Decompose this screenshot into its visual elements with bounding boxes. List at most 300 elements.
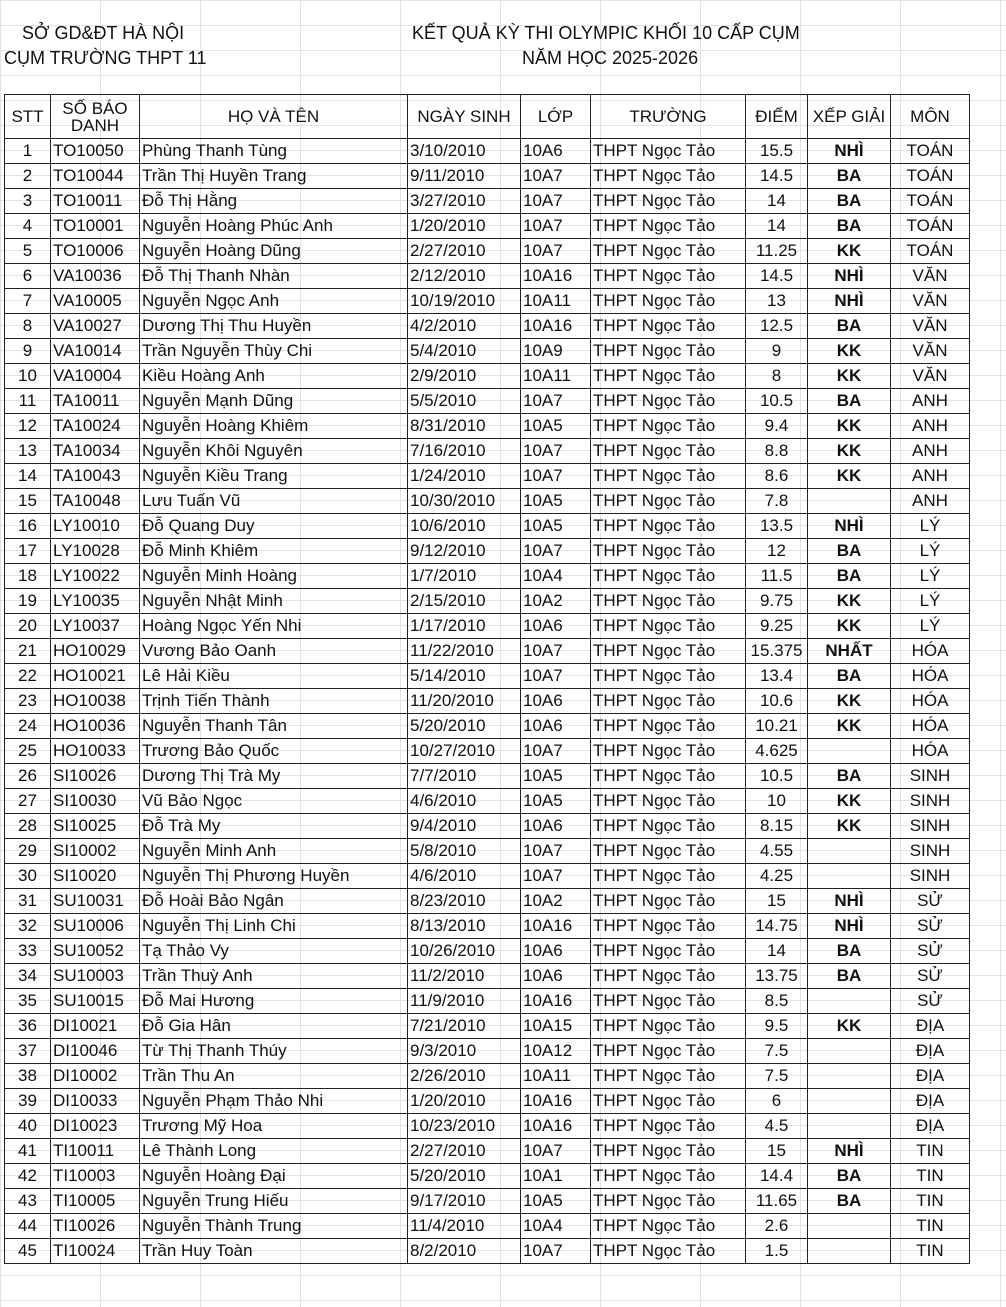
- cell-school[interactable]: THPT Ngọc Tảo: [591, 489, 746, 514]
- cell-sbd[interactable]: TO10001: [51, 214, 140, 239]
- cell-lop[interactable]: 10A6: [521, 689, 591, 714]
- cell-lop[interactable]: 10A7: [521, 1239, 591, 1264]
- cell-award[interactable]: NHÌ: [808, 289, 891, 314]
- cell-sbd[interactable]: TA10034: [51, 439, 140, 464]
- cell-sbd[interactable]: TI10026: [51, 1214, 140, 1239]
- cell-score[interactable]: 12.5: [746, 314, 808, 339]
- cell-lop[interactable]: 10A12: [521, 1039, 591, 1064]
- cell-sbd[interactable]: LY10010: [51, 514, 140, 539]
- cell-name[interactable]: Nguyễn Thành Trung: [140, 1214, 408, 1239]
- cell-subj[interactable]: TOÁN: [891, 139, 970, 164]
- cell-lop[interactable]: 10A16: [521, 989, 591, 1014]
- cell-sbd[interactable]: SI10025: [51, 814, 140, 839]
- cell-dob[interactable]: 4/2/2010: [408, 314, 521, 339]
- cell-dob[interactable]: 4/6/2010: [408, 864, 521, 889]
- cell-subj[interactable]: SINH: [891, 864, 970, 889]
- cell-dob[interactable]: 10/27/2010: [408, 739, 521, 764]
- cell-lop[interactable]: 10A7: [521, 439, 591, 464]
- cell-lop[interactable]: 10A7: [521, 839, 591, 864]
- cell-school[interactable]: THPT Ngọc Tảo: [591, 1114, 746, 1139]
- cell-sbd[interactable]: TA10024: [51, 414, 140, 439]
- cell-subj[interactable]: SINH: [891, 814, 970, 839]
- cell-dob[interactable]: 5/5/2010: [408, 389, 521, 414]
- cell-score[interactable]: 13.75: [746, 964, 808, 989]
- cell-award[interactable]: BA: [808, 764, 891, 789]
- cell-name[interactable]: Hoàng Ngọc Yến Nhi: [140, 614, 408, 639]
- cell-name[interactable]: Đỗ Trà My: [140, 814, 408, 839]
- cell-school[interactable]: THPT Ngọc Tảo: [591, 189, 746, 214]
- cell-stt[interactable]: 11: [5, 389, 51, 414]
- cell-subj[interactable]: TIN: [891, 1164, 970, 1189]
- cell-award[interactable]: [808, 489, 891, 514]
- cell-lop[interactable]: 10A16: [521, 1089, 591, 1114]
- cell-school[interactable]: THPT Ngọc Tảo: [591, 464, 746, 489]
- cell-subj[interactable]: LÝ: [891, 539, 970, 564]
- cell-dob[interactable]: 1/20/2010: [408, 214, 521, 239]
- cell-award[interactable]: KK: [808, 364, 891, 389]
- cell-name[interactable]: Tạ Thảo Vy: [140, 939, 408, 964]
- cell-lop[interactable]: 10A7: [521, 539, 591, 564]
- cell-score[interactable]: 15: [746, 1139, 808, 1164]
- cell-lop[interactable]: 10A5: [521, 514, 591, 539]
- cell-dob[interactable]: 8/2/2010: [408, 1239, 521, 1264]
- cell-school[interactable]: THPT Ngọc Tảo: [591, 889, 746, 914]
- cell-school[interactable]: THPT Ngọc Tảo: [591, 914, 746, 939]
- cell-dob[interactable]: 2/26/2010: [408, 1064, 521, 1089]
- cell-subj[interactable]: SỬ: [891, 939, 970, 964]
- cell-stt[interactable]: 28: [5, 814, 51, 839]
- cell-name[interactable]: Lê Hải Kiều: [140, 664, 408, 689]
- cell-school[interactable]: THPT Ngọc Tảo: [591, 1164, 746, 1189]
- cell-dob[interactable]: 2/12/2010: [408, 264, 521, 289]
- cell-award[interactable]: NHÌ: [808, 264, 891, 289]
- cell-score[interactable]: 10.6: [746, 689, 808, 714]
- cell-sbd[interactable]: TI10003: [51, 1164, 140, 1189]
- cell-dob[interactable]: 8/23/2010: [408, 889, 521, 914]
- cell-score[interactable]: 9.75: [746, 589, 808, 614]
- col-header-score[interactable]: ĐIỂM: [746, 95, 808, 139]
- cell-award[interactable]: NHÌ: [808, 139, 891, 164]
- cell-school[interactable]: THPT Ngọc Tảo: [591, 539, 746, 564]
- cell-school[interactable]: THPT Ngọc Tảo: [591, 939, 746, 964]
- cell-name[interactable]: Nguyễn Minh Hoàng: [140, 564, 408, 589]
- cell-dob[interactable]: 10/26/2010: [408, 939, 521, 964]
- cell-sbd[interactable]: DI10002: [51, 1064, 140, 1089]
- cell-subj[interactable]: ĐỊA: [891, 1114, 970, 1139]
- cell-subj[interactable]: TIN: [891, 1214, 970, 1239]
- cell-stt[interactable]: 44: [5, 1214, 51, 1239]
- cell-school[interactable]: THPT Ngọc Tảo: [591, 1214, 746, 1239]
- cell-subj[interactable]: ĐỊA: [891, 1089, 970, 1114]
- cell-subj[interactable]: LÝ: [891, 514, 970, 539]
- cell-award[interactable]: [808, 1239, 891, 1264]
- cell-award[interactable]: BA: [808, 564, 891, 589]
- cell-dob[interactable]: 1/17/2010: [408, 614, 521, 639]
- cell-school[interactable]: THPT Ngọc Tảo: [591, 1139, 746, 1164]
- cell-dob[interactable]: 5/20/2010: [408, 714, 521, 739]
- cell-award[interactable]: [808, 739, 891, 764]
- cell-lop[interactable]: 10A11: [521, 1064, 591, 1089]
- cell-lop[interactable]: 10A5: [521, 764, 591, 789]
- cell-award[interactable]: NHÌ: [808, 1139, 891, 1164]
- cell-name[interactable]: Nguyễn Hoàng Khiêm: [140, 414, 408, 439]
- cell-subj[interactable]: TOÁN: [891, 214, 970, 239]
- cell-award[interactable]: KK: [808, 689, 891, 714]
- cell-subj[interactable]: SINH: [891, 839, 970, 864]
- cell-stt[interactable]: 27: [5, 789, 51, 814]
- cell-lop[interactable]: 10A1: [521, 1164, 591, 1189]
- cell-sbd[interactable]: TO10011: [51, 189, 140, 214]
- cell-name[interactable]: Trần Thu An: [140, 1064, 408, 1089]
- cell-lop[interactable]: 10A11: [521, 364, 591, 389]
- cell-award[interactable]: BA: [808, 1189, 891, 1214]
- cell-dob[interactable]: 3/10/2010: [408, 139, 521, 164]
- cell-score[interactable]: 2.6: [746, 1214, 808, 1239]
- cell-subj[interactable]: HÓA: [891, 639, 970, 664]
- cell-lop[interactable]: 10A6: [521, 939, 591, 964]
- cell-lop[interactable]: 10A6: [521, 964, 591, 989]
- cell-subj[interactable]: HÓA: [891, 689, 970, 714]
- cell-subj[interactable]: LÝ: [891, 614, 970, 639]
- cell-dob[interactable]: 11/4/2010: [408, 1214, 521, 1239]
- cell-sbd[interactable]: TA10048: [51, 489, 140, 514]
- cell-lop[interactable]: 10A16: [521, 264, 591, 289]
- cell-dob[interactable]: 9/17/2010: [408, 1189, 521, 1214]
- cell-sbd[interactable]: HO10029: [51, 639, 140, 664]
- cell-name[interactable]: Nguyễn Kiều Trang: [140, 464, 408, 489]
- cell-award[interactable]: [808, 864, 891, 889]
- cell-sbd[interactable]: SI10002: [51, 839, 140, 864]
- cell-subj[interactable]: VĂN: [891, 289, 970, 314]
- cell-lop[interactable]: 10A4: [521, 564, 591, 589]
- cell-award[interactable]: KK: [808, 589, 891, 614]
- cell-school[interactable]: THPT Ngọc Tảo: [591, 339, 746, 364]
- cell-school[interactable]: THPT Ngọc Tảo: [591, 1189, 746, 1214]
- cell-subj[interactable]: ĐỊA: [891, 1039, 970, 1064]
- cell-score[interactable]: 9.25: [746, 614, 808, 639]
- col-header-dob[interactable]: NGÀY SINH: [408, 95, 521, 139]
- cell-subj[interactable]: SINH: [891, 789, 970, 814]
- cell-stt[interactable]: 42: [5, 1164, 51, 1189]
- cell-score[interactable]: 10.5: [746, 764, 808, 789]
- cell-score[interactable]: 4.5: [746, 1114, 808, 1139]
- cell-sbd[interactable]: SU10006: [51, 914, 140, 939]
- cell-subj[interactable]: VĂN: [891, 264, 970, 289]
- cell-subj[interactable]: ĐỊA: [891, 1014, 970, 1039]
- cell-sbd[interactable]: TI10011: [51, 1139, 140, 1164]
- cell-school[interactable]: THPT Ngọc Tảo: [591, 1089, 746, 1114]
- cell-dob[interactable]: 11/9/2010: [408, 989, 521, 1014]
- cell-score[interactable]: 15.5: [746, 139, 808, 164]
- cell-sbd[interactable]: VA10005: [51, 289, 140, 314]
- cell-award[interactable]: KK: [808, 464, 891, 489]
- cell-sbd[interactable]: TA10043: [51, 464, 140, 489]
- cell-name[interactable]: Đỗ Hoài Bảo Ngân: [140, 889, 408, 914]
- cell-stt[interactable]: 29: [5, 839, 51, 864]
- cell-sbd[interactable]: TI10005: [51, 1189, 140, 1214]
- cell-stt[interactable]: 15: [5, 489, 51, 514]
- cell-stt[interactable]: 19: [5, 589, 51, 614]
- cell-sbd[interactable]: SU10052: [51, 939, 140, 964]
- cell-school[interactable]: THPT Ngọc Tảo: [591, 989, 746, 1014]
- cell-score[interactable]: 12: [746, 539, 808, 564]
- cell-score[interactable]: 13.5: [746, 514, 808, 539]
- cell-subj[interactable]: ANH: [891, 439, 970, 464]
- cell-stt[interactable]: 3: [5, 189, 51, 214]
- cell-sbd[interactable]: VA10036: [51, 264, 140, 289]
- cell-name[interactable]: Trần Thị Huyền Trang: [140, 164, 408, 189]
- cell-score[interactable]: 4.25: [746, 864, 808, 889]
- cell-lop[interactable]: 10A7: [521, 664, 591, 689]
- cell-lop[interactable]: 10A7: [521, 239, 591, 264]
- cell-lop[interactable]: 10A7: [521, 639, 591, 664]
- cell-score[interactable]: 15: [746, 889, 808, 914]
- cell-stt[interactable]: 36: [5, 1014, 51, 1039]
- cell-stt[interactable]: 23: [5, 689, 51, 714]
- cell-dob[interactable]: 9/11/2010: [408, 164, 521, 189]
- cell-dob[interactable]: 11/22/2010: [408, 639, 521, 664]
- cell-award[interactable]: [808, 1039, 891, 1064]
- cell-dob[interactable]: 11/20/2010: [408, 689, 521, 714]
- cell-sbd[interactable]: TI10024: [51, 1239, 140, 1264]
- cell-name[interactable]: Từ Thị Thanh Thúy: [140, 1039, 408, 1064]
- cell-school[interactable]: THPT Ngọc Tảo: [591, 1239, 746, 1264]
- cell-sbd[interactable]: SU10003: [51, 964, 140, 989]
- cell-sbd[interactable]: LY10035: [51, 589, 140, 614]
- cell-award[interactable]: NHÌ: [808, 514, 891, 539]
- cell-stt[interactable]: 41: [5, 1139, 51, 1164]
- cell-award[interactable]: NHẤT: [808, 639, 891, 664]
- cell-score[interactable]: 13.4: [746, 664, 808, 689]
- cell-stt[interactable]: 2: [5, 164, 51, 189]
- cell-name[interactable]: Vương Bảo Oanh: [140, 639, 408, 664]
- col-header-stt[interactable]: STT: [5, 95, 51, 139]
- cell-sbd[interactable]: VA10027: [51, 314, 140, 339]
- cell-lop[interactable]: 10A7: [521, 464, 591, 489]
- cell-award[interactable]: [808, 1089, 891, 1114]
- cell-subj[interactable]: TIN: [891, 1189, 970, 1214]
- cell-stt[interactable]: 38: [5, 1064, 51, 1089]
- cell-subj[interactable]: HÓA: [891, 739, 970, 764]
- col-header-class[interactable]: LỚP: [521, 95, 591, 139]
- cell-lop[interactable]: 10A2: [521, 889, 591, 914]
- cell-school[interactable]: THPT Ngọc Tảo: [591, 264, 746, 289]
- cell-sbd[interactable]: VA10014: [51, 339, 140, 364]
- cell-lop[interactable]: 10A15: [521, 1014, 591, 1039]
- cell-sbd[interactable]: TO10006: [51, 239, 140, 264]
- cell-name[interactable]: Đỗ Gia Hân: [140, 1014, 408, 1039]
- cell-stt[interactable]: 14: [5, 464, 51, 489]
- cell-school[interactable]: THPT Ngọc Tảo: [591, 639, 746, 664]
- cell-sbd[interactable]: SI10026: [51, 764, 140, 789]
- cell-lop[interactable]: 10A16: [521, 1114, 591, 1139]
- cell-dob[interactable]: 10/23/2010: [408, 1114, 521, 1139]
- cell-award[interactable]: NHÌ: [808, 889, 891, 914]
- cell-score[interactable]: 8.6: [746, 464, 808, 489]
- cell-school[interactable]: THPT Ngọc Tảo: [591, 1039, 746, 1064]
- cell-subj[interactable]: LÝ: [891, 564, 970, 589]
- cell-score[interactable]: 8.15: [746, 814, 808, 839]
- cell-school[interactable]: THPT Ngọc Tảo: [591, 714, 746, 739]
- cell-stt[interactable]: 34: [5, 964, 51, 989]
- cell-score[interactable]: 15.375: [746, 639, 808, 664]
- cell-dob[interactable]: 4/6/2010: [408, 789, 521, 814]
- cell-sbd[interactable]: SI10030: [51, 789, 140, 814]
- cell-school[interactable]: THPT Ngọc Tảo: [591, 964, 746, 989]
- cell-subj[interactable]: VĂN: [891, 364, 970, 389]
- cell-award[interactable]: BA: [808, 164, 891, 189]
- cell-score[interactable]: 8.8: [746, 439, 808, 464]
- cell-lop[interactable]: 10A7: [521, 1139, 591, 1164]
- cell-name[interactable]: Nguyễn Khôi Nguyên: [140, 439, 408, 464]
- cell-dob[interactable]: 10/19/2010: [408, 289, 521, 314]
- cell-dob[interactable]: 9/3/2010: [408, 1039, 521, 1064]
- cell-sbd[interactable]: HO10038: [51, 689, 140, 714]
- cell-school[interactable]: THPT Ngọc Tảo: [591, 814, 746, 839]
- cell-sbd[interactable]: DI10046: [51, 1039, 140, 1064]
- cell-dob[interactable]: 3/27/2010: [408, 189, 521, 214]
- cell-award[interactable]: BA: [808, 214, 891, 239]
- cell-dob[interactable]: 5/8/2010: [408, 839, 521, 864]
- cell-lop[interactable]: 10A7: [521, 164, 591, 189]
- cell-stt[interactable]: 21: [5, 639, 51, 664]
- cell-dob[interactable]: 9/4/2010: [408, 814, 521, 839]
- cell-subj[interactable]: TOÁN: [891, 239, 970, 264]
- cell-award[interactable]: [808, 839, 891, 864]
- cell-name[interactable]: Trương Mỹ Hoa: [140, 1114, 408, 1139]
- cell-name[interactable]: Trương Bảo Quốc: [140, 739, 408, 764]
- cell-name[interactable]: Lưu Tuấn Vũ: [140, 489, 408, 514]
- col-header-school[interactable]: TRƯỜNG: [591, 95, 746, 139]
- cell-stt[interactable]: 13: [5, 439, 51, 464]
- cell-name[interactable]: Nguyễn Mạnh Dũng: [140, 389, 408, 414]
- cell-subj[interactable]: TIN: [891, 1239, 970, 1264]
- cell-stt[interactable]: 22: [5, 664, 51, 689]
- cell-lop[interactable]: 10A7: [521, 739, 591, 764]
- cell-lop[interactable]: 10A4: [521, 1214, 591, 1239]
- cell-lop[interactable]: 10A7: [521, 389, 591, 414]
- cell-school[interactable]: THPT Ngọc Tảo: [591, 664, 746, 689]
- cell-school[interactable]: THPT Ngọc Tảo: [591, 364, 746, 389]
- cell-name[interactable]: Đỗ Minh Khiêm: [140, 539, 408, 564]
- cell-name[interactable]: Trịnh Tiến Thành: [140, 689, 408, 714]
- cell-score[interactable]: 7.5: [746, 1039, 808, 1064]
- cell-school[interactable]: THPT Ngọc Tảo: [591, 614, 746, 639]
- cell-stt[interactable]: 32: [5, 914, 51, 939]
- cell-score[interactable]: 7.8: [746, 489, 808, 514]
- cell-award[interactable]: KK: [808, 714, 891, 739]
- cell-stt[interactable]: 18: [5, 564, 51, 589]
- cell-subj[interactable]: SỬ: [891, 989, 970, 1014]
- cell-stt[interactable]: 31: [5, 889, 51, 914]
- cell-name[interactable]: Trần Huy Toàn: [140, 1239, 408, 1264]
- cell-name[interactable]: Nguyễn Hoàng Phúc Anh: [140, 214, 408, 239]
- cell-score[interactable]: 9.5: [746, 1014, 808, 1039]
- cell-score[interactable]: 4.625: [746, 739, 808, 764]
- cell-sbd[interactable]: SU10015: [51, 989, 140, 1014]
- cell-stt[interactable]: 33: [5, 939, 51, 964]
- cell-award[interactable]: KK: [808, 789, 891, 814]
- cell-stt[interactable]: 24: [5, 714, 51, 739]
- cell-lop[interactable]: 10A5: [521, 414, 591, 439]
- cell-score[interactable]: 1.5: [746, 1239, 808, 1264]
- cell-lop[interactable]: 10A5: [521, 1189, 591, 1214]
- cell-award[interactable]: KK: [808, 814, 891, 839]
- cell-score[interactable]: 14: [746, 939, 808, 964]
- cell-sbd[interactable]: LY10028: [51, 539, 140, 564]
- cell-stt[interactable]: 16: [5, 514, 51, 539]
- cell-sbd[interactable]: DI10021: [51, 1014, 140, 1039]
- cell-sbd[interactable]: TO10044: [51, 164, 140, 189]
- cell-stt[interactable]: 26: [5, 764, 51, 789]
- cell-sbd[interactable]: VA10004: [51, 364, 140, 389]
- cell-score[interactable]: 13: [746, 289, 808, 314]
- cell-lop[interactable]: 10A6: [521, 714, 591, 739]
- cell-dob[interactable]: 7/7/2010: [408, 764, 521, 789]
- cell-stt[interactable]: 43: [5, 1189, 51, 1214]
- cell-school[interactable]: THPT Ngọc Tảo: [591, 389, 746, 414]
- cell-name[interactable]: Nguyễn Nhật Minh: [140, 589, 408, 614]
- cell-lop[interactable]: 10A9: [521, 339, 591, 364]
- cell-award[interactable]: BA: [808, 939, 891, 964]
- cell-dob[interactable]: 11/2/2010: [408, 964, 521, 989]
- col-header-name[interactable]: HỌ VÀ TÊN: [140, 95, 408, 139]
- cell-stt[interactable]: 20: [5, 614, 51, 639]
- cell-sbd[interactable]: SI10020: [51, 864, 140, 889]
- cell-school[interactable]: THPT Ngọc Tảo: [591, 839, 746, 864]
- cell-name[interactable]: Nguyễn Trung Hiếu: [140, 1189, 408, 1214]
- cell-score[interactable]: 11.65: [746, 1189, 808, 1214]
- cell-name[interactable]: Đỗ Thị Thanh Nhàn: [140, 264, 408, 289]
- cell-sbd[interactable]: TA10011: [51, 389, 140, 414]
- cell-name[interactable]: Nguyễn Thị Linh Chi: [140, 914, 408, 939]
- cell-sbd[interactable]: HO10033: [51, 739, 140, 764]
- cell-subj[interactable]: ANH: [891, 464, 970, 489]
- cell-stt[interactable]: 10: [5, 364, 51, 389]
- cell-subj[interactable]: ĐỊA: [891, 1064, 970, 1089]
- cell-award[interactable]: BA: [808, 539, 891, 564]
- cell-stt[interactable]: 6: [5, 264, 51, 289]
- cell-dob[interactable]: 5/14/2010: [408, 664, 521, 689]
- cell-lop[interactable]: 10A11: [521, 289, 591, 314]
- cell-score[interactable]: 8.5: [746, 989, 808, 1014]
- cell-score[interactable]: 10.5: [746, 389, 808, 414]
- cell-dob[interactable]: 9/12/2010: [408, 539, 521, 564]
- cell-award[interactable]: [808, 1114, 891, 1139]
- cell-dob[interactable]: 5/20/2010: [408, 1164, 521, 1189]
- cell-score[interactable]: 14: [746, 214, 808, 239]
- cell-stt[interactable]: 45: [5, 1239, 51, 1264]
- cell-sbd[interactable]: LY10022: [51, 564, 140, 589]
- cell-school[interactable]: THPT Ngọc Tảo: [591, 414, 746, 439]
- cell-name[interactable]: Kiều Hoàng Anh: [140, 364, 408, 389]
- cell-dob[interactable]: 1/7/2010: [408, 564, 521, 589]
- cell-score[interactable]: 6: [746, 1089, 808, 1114]
- cell-dob[interactable]: 7/21/2010: [408, 1014, 521, 1039]
- cell-score[interactable]: 14.5: [746, 264, 808, 289]
- cell-stt[interactable]: 25: [5, 739, 51, 764]
- cell-dob[interactable]: 2/15/2010: [408, 589, 521, 614]
- cell-score[interactable]: 14: [746, 189, 808, 214]
- cell-award[interactable]: BA: [808, 314, 891, 339]
- cell-score[interactable]: 14.4: [746, 1164, 808, 1189]
- cell-name[interactable]: Dương Thị Trà My: [140, 764, 408, 789]
- cell-lop[interactable]: 10A7: [521, 189, 591, 214]
- cell-school[interactable]: THPT Ngọc Tảo: [591, 864, 746, 889]
- cell-score[interactable]: 9.4: [746, 414, 808, 439]
- cell-name[interactable]: Lê Thành Long: [140, 1139, 408, 1164]
- cell-name[interactable]: Nguyễn Thị Phương Huyền: [140, 864, 408, 889]
